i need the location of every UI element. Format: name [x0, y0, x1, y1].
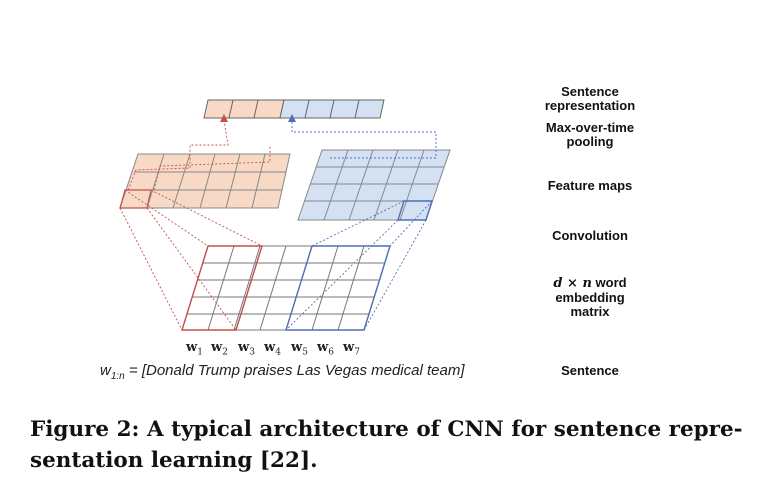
word-label: $w_1$	[186, 340, 203, 358]
word-label: $w_4$	[264, 340, 281, 358]
label-sentence: Sentence	[561, 363, 619, 378]
label-max-pooling: Max-over-time pooling	[545, 120, 635, 149]
sentence-formula: $w_{1:n}$ = [Donald Trump praises Las Vegas medical team]	[100, 362, 465, 382]
word-label: $w_2$	[211, 340, 228, 358]
figure-caption: Figure 2: A typical architecture of CNN for sentence repre- sentation learning [22].	[30, 417, 743, 473]
label-embedding-matrix: d × n word embedding matrix	[553, 275, 627, 319]
sentence-representation-vector	[204, 100, 384, 118]
label-sentence-representation: Sentence representation	[544, 84, 636, 113]
word-label: $w_5$	[291, 340, 308, 358]
word-label: $w_3$	[238, 340, 255, 358]
conv-filter-blue	[286, 246, 390, 330]
embedding-matrix	[182, 246, 390, 330]
word-label: $w_6$	[317, 340, 334, 358]
word-label: $w_7$	[343, 340, 360, 358]
label-feature-maps: Feature maps	[547, 178, 633, 193]
label-convolution: Convolution	[552, 228, 628, 243]
feature-map-blue	[298, 150, 450, 220]
convolution-lines-red	[120, 120, 270, 330]
conv-filter-red	[182, 246, 262, 330]
